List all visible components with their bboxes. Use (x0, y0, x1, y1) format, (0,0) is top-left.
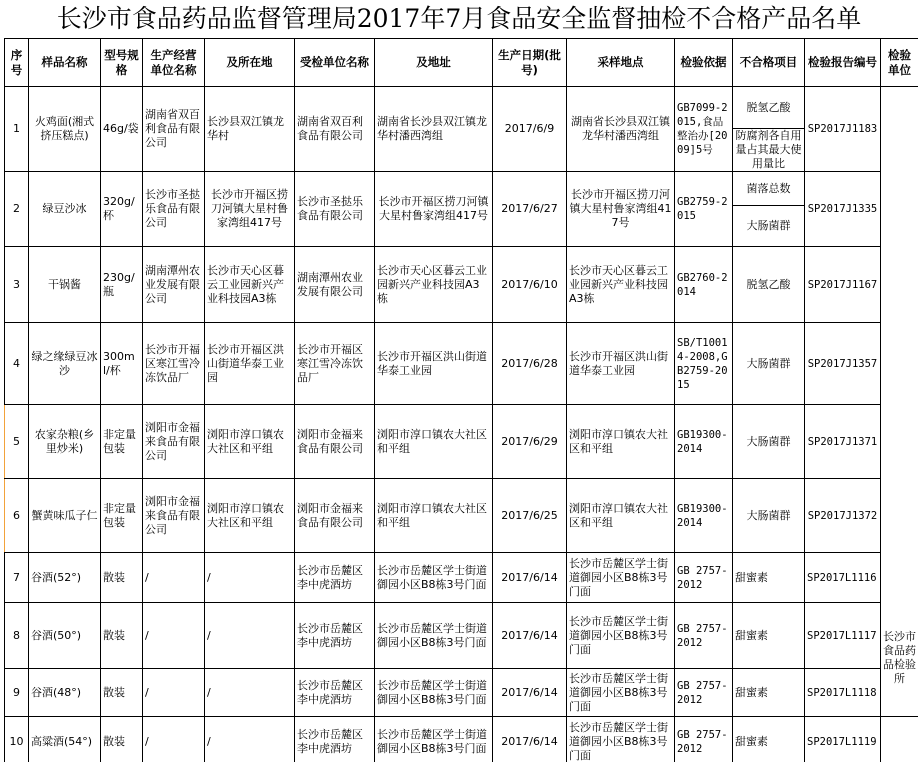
cell-spec: 散装 (101, 553, 143, 603)
cell-sample-place: 长沙市岳麓区学士街道御园小区B8栋3号门面 (567, 553, 675, 603)
cell-name: 绿之缘绿豆冰沙 (29, 323, 101, 405)
cell-address: 长沙市岳麓区学士街道御园小区B8栋3号门面 (375, 603, 493, 669)
header-item: 不合格项目 (733, 39, 805, 87)
cell-seq: 4 (5, 323, 29, 405)
table-row (5, 479, 918, 553)
cell-address: 浏阳市淳口镇农大社区和平组 (375, 405, 493, 479)
cell-date: 2017/6/28 (493, 323, 567, 405)
cell-date: 2017/6/29 (493, 405, 567, 479)
cell-seq: 3 (5, 247, 29, 323)
cell-producer: 浏阳市金福来食品有限公司 (143, 405, 205, 479)
header-report: 检验报告编号 (805, 39, 881, 87)
cell-inspected: 浏阳市金福来食品有限公司 (295, 479, 375, 553)
cell-date: 2017/6/25 (493, 479, 567, 553)
table-row (5, 603, 918, 669)
cell-item: 甜蜜素 (733, 603, 805, 669)
cell-producer: 长沙市开福区寒江雪冷冻饮品厂 (143, 323, 205, 405)
cell-name: 高粱酒(54°) (29, 717, 101, 762)
cell-basis: GB2760-2014 (675, 247, 733, 323)
cell-seq: 9 (5, 669, 29, 717)
cell-report: SP2017J1372 (805, 479, 881, 553)
cell-date: 2017/6/14 (493, 553, 567, 603)
cell-sample-place: 浏阳市淳口镇农大社区和平组 (567, 479, 675, 553)
cell-lab: 长沙市食品药品检验所 (881, 87, 918, 717)
cell-item: 菌落总数 (733, 172, 805, 206)
cell-inspected: 长沙市岳麓区李中虎酒坊 (295, 553, 375, 603)
table-row (5, 172, 918, 206)
cell-item: 甜蜜素 (733, 553, 805, 603)
cell-name: 蟹黄味瓜子仁 (29, 479, 101, 553)
page-title: 长沙市食品药品监督管理局2017年7月食品安全监督抽检不合格产品名单 (56, 4, 862, 33)
header-seq: 序号 (5, 39, 29, 87)
cell-inspected: 长沙市开福区寒江雪冷冻饮品厂 (295, 323, 375, 405)
cell-date: 2017/6/27 (493, 172, 567, 247)
cell-report: SP2017J1167 (805, 247, 881, 323)
cell-location: 浏阳市淳口镇农大社区和平组 (205, 405, 295, 479)
table-row (5, 669, 918, 717)
table-row (5, 247, 918, 323)
cell-item: 防腐剂各自用量占其最大使用量比 (733, 129, 805, 172)
cell-spec: 320g/杯 (101, 172, 143, 247)
cell-spec: 散装 (101, 603, 143, 669)
cell-date: 2017/6/14 (493, 669, 567, 717)
cell-producer: / (143, 603, 205, 669)
cell-basis: SB/T10014-2008,GB2759-2015 (675, 323, 733, 405)
table-row (5, 717, 918, 762)
cell-name: 谷酒(50°) (29, 603, 101, 669)
cell-name: 谷酒(48°) (29, 669, 101, 717)
cell-item: 大肠菌群 (733, 323, 805, 405)
cell-date: 2017/6/10 (493, 247, 567, 323)
cell-basis: GB 2757-2012 (675, 717, 733, 762)
cell-seq: 6 (5, 479, 29, 553)
cell-location: / (205, 669, 295, 717)
cell-seq: 10 (5, 717, 29, 762)
cell-name: 农家杂粮(乡里炒米) (29, 405, 101, 479)
cell-inspected: 长沙市岳麓区李中虎酒坊 (295, 603, 375, 669)
cell-address: 长沙市岳麓区学士街道御园小区B8栋3号门面 (375, 669, 493, 717)
cell-producer: 湖南省双百利食品有限公司 (143, 87, 205, 172)
cell-report: SP2017L1116 (805, 553, 881, 603)
cell-spec: 46g/袋 (101, 87, 143, 172)
cell-spec: 230g/瓶 (101, 247, 143, 323)
cell-report: SP2017J1335 (805, 172, 881, 247)
cell-basis: GB 2757-2012 (675, 669, 733, 717)
cell-sample-place: 长沙市开福区洪山街道华泰工业园 (567, 323, 675, 405)
cell-location: 长沙县双江镇龙华村 (205, 87, 295, 172)
cell-date: 2017/6/14 (493, 717, 567, 762)
cell-producer: 长沙市圣挞乐食品有限公司 (143, 172, 205, 247)
header-spec: 型号规格 (101, 39, 143, 87)
cell-sample-place: 长沙市岳麓区学士街道御园小区B8栋3号门面 (567, 603, 675, 669)
results-table (4, 38, 918, 762)
cell-spec: 300ml/杯 (101, 323, 143, 405)
cell-address: 长沙市开福区洪山街道华泰工业园 (375, 323, 493, 405)
cell-item: 大肠菌群 (733, 405, 805, 479)
cell-seq: 1 (5, 87, 29, 172)
cell-item: 脱氢乙酸 (733, 247, 805, 323)
cell-address: 湖南省长沙县双江镇龙华村潘西湾组 (375, 87, 493, 172)
header-name: 样品名称 (29, 39, 101, 87)
cell-inspected: 湖南潭州农业发展有限公司 (295, 247, 375, 323)
cell-inspected: 长沙市岳麓区李中虎酒坊 (295, 669, 375, 717)
table-row (5, 553, 918, 603)
cell-sample-place: 长沙市岳麓区学士街道御园小区B8栋3号门面 (567, 717, 675, 762)
cell-report: SP2017L1118 (805, 669, 881, 717)
cell-basis: GB 2757-2012 (675, 553, 733, 603)
header-sample-place: 采样地点 (567, 39, 675, 87)
cell-spec: 非定量包装 (101, 405, 143, 479)
cell-item: 甜蜜素 (733, 669, 805, 717)
cell-sample-place: 长沙市开福区捞刀河镇大星村鲁家湾组417号 (567, 172, 675, 247)
results-table-container (4, 38, 918, 762)
cell-sample-place: 湖南省长沙县双江镇龙华村潘西湾组 (567, 87, 675, 172)
cell-location: 长沙市开福区捞刀河镇大星村鲁家湾组417号 (205, 172, 295, 247)
cell-item: 脱氢乙酸 (733, 87, 805, 129)
cell-inspected: 长沙市岳麓区李中虎酒坊 (295, 717, 375, 762)
cell-report: SP2017L1117 (805, 603, 881, 669)
cell-location: 长沙市天心区暮云工业园新兴产业科技园A3栋 (205, 247, 295, 323)
table-header-row (5, 39, 918, 87)
table-row (5, 405, 918, 479)
table-row (5, 323, 918, 405)
cell-report: SP2017J1183 (805, 87, 881, 172)
cell-address: 长沙市岳麓区学士街道御园小区B8栋3号门面 (375, 553, 493, 603)
cell-name: 火鸡面(湘式挤压糕点) (29, 87, 101, 172)
cell-spec: 散装 (101, 717, 143, 762)
cell-item: 大肠菌群 (733, 479, 805, 553)
header-inspected: 受检单位名称 (295, 39, 375, 87)
cell-address: 长沙市岳麓区学士街道御园小区B8栋3号门面 (375, 717, 493, 762)
cell-inspected: 长沙市圣挞乐食品有限公司 (295, 172, 375, 247)
header-address: 及地址 (375, 39, 493, 87)
cell-producer: / (143, 669, 205, 717)
cell-address: 浏阳市淳口镇农大社区和平组 (375, 479, 493, 553)
table-row (5, 87, 918, 129)
cell-report: SP2017J1357 (805, 323, 881, 405)
cell-sample-place: 浏阳市淳口镇农大社区和平组 (567, 405, 675, 479)
cell-seq: 5 (5, 405, 29, 479)
cell-seq: 8 (5, 603, 29, 669)
cell-seq: 7 (5, 553, 29, 603)
cell-sample-place: 长沙市天心区暮云工业园新兴产业科技园A3栋 (567, 247, 675, 323)
cell-name: 干锅酱 (29, 247, 101, 323)
cell-basis: GB 2757-2012 (675, 603, 733, 669)
cell-report: SP2017L1119 (805, 717, 881, 762)
cell-producer: 浏阳市金福来食品有限公司 (143, 479, 205, 553)
cell-basis: GB2759-2015 (675, 172, 733, 247)
cell-inspected: 湖南省双百利食品有限公司 (295, 87, 375, 172)
header-basis: 检验依据 (675, 39, 733, 87)
cell-producer: / (143, 717, 205, 762)
header-lab: 检验单位 (881, 39, 918, 87)
cell-name: 谷酒(52°) (29, 553, 101, 603)
cell-basis: GB19300-2014 (675, 405, 733, 479)
cell-address: 长沙市开福区捞刀河镇大星村鲁家湾组417号 (375, 172, 493, 247)
cell-spec: 非定量包装 (101, 479, 143, 553)
cell-name: 绿豆沙冰 (29, 172, 101, 247)
cell-address: 长沙市天心区暮云工业园新兴产业科技园A3栋 (375, 247, 493, 323)
cell-report: SP2017J1371 (805, 405, 881, 479)
cell-producer: / (143, 553, 205, 603)
cell-producer: 湖南潭州农业发展有限公司 (143, 247, 205, 323)
cell-location: 浏阳市淳口镇农大社区和平组 (205, 479, 295, 553)
cell-date: 2017/6/14 (493, 603, 567, 669)
cell-item: 大肠菌群 (733, 206, 805, 247)
cell-date: 2017/6/9 (493, 87, 567, 172)
cell-item: 甜蜜素 (733, 717, 805, 762)
cell-location: / (205, 717, 295, 762)
cell-location: / (205, 553, 295, 603)
cell-spec: 散装 (101, 669, 143, 717)
header-date: 生产日期(批号) (493, 39, 567, 87)
cell-location: / (205, 603, 295, 669)
cell-seq: 2 (5, 172, 29, 247)
cell-basis: GB19300-2014 (675, 479, 733, 553)
cell-basis: GB7099-2015,食品整治办[2009]5号 (675, 87, 733, 172)
cell-sample-place: 长沙市岳麓区学士街道御园小区B8栋3号门面 (567, 669, 675, 717)
cell-inspected: 浏阳市金福来食品有限公司 (295, 405, 375, 479)
cell-location: 长沙市开福区洪山街道华泰工业园 (205, 323, 295, 405)
header-location: 及所在地 (205, 39, 295, 87)
header-producer: 生产经营单位名称 (143, 39, 205, 87)
